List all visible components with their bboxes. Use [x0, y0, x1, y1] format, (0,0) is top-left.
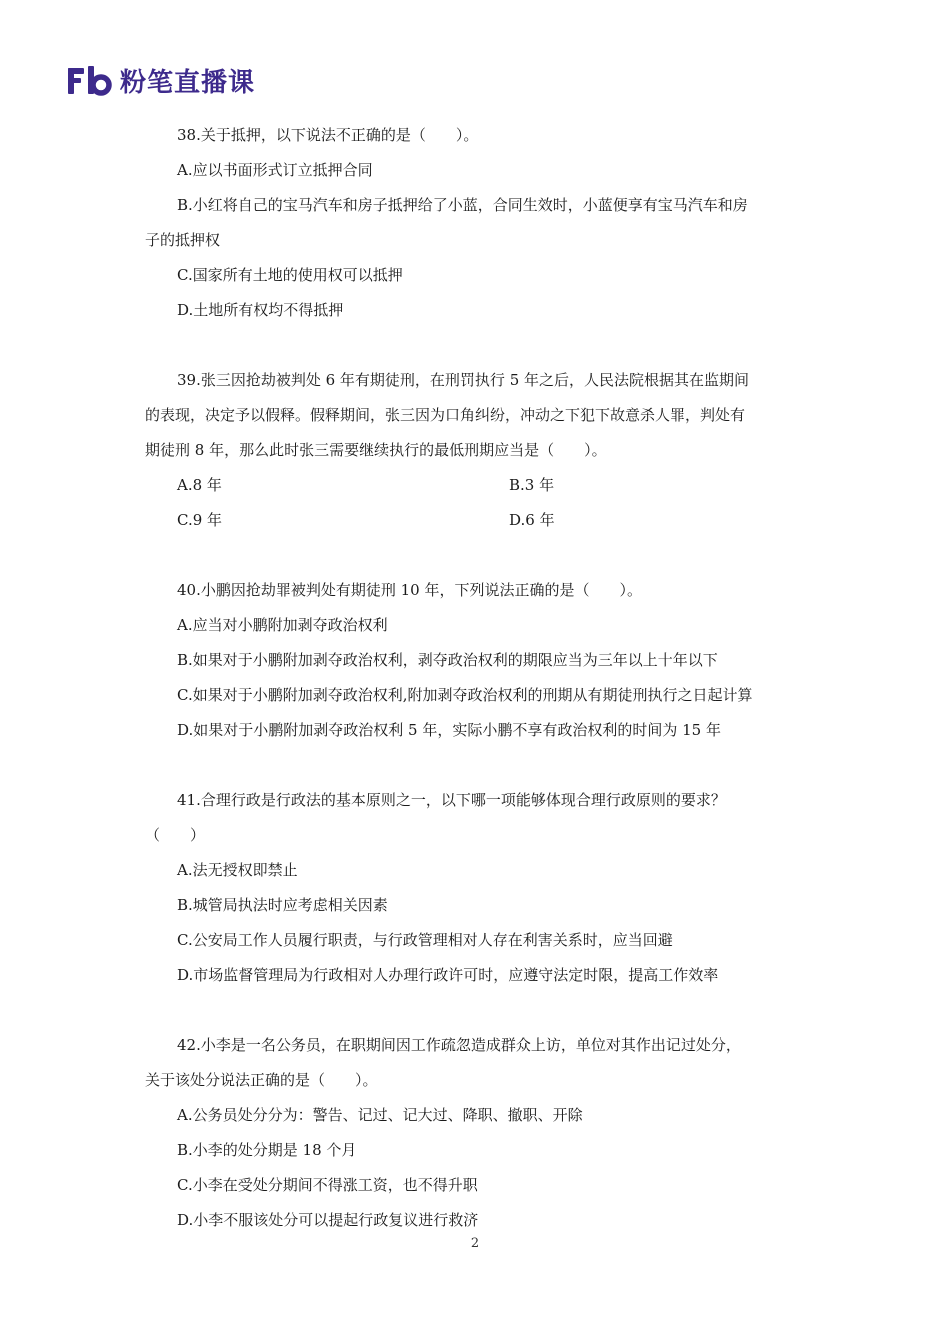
option-d: D.市场监督管理局为行政相对人办理行政许可时，应遵守法定时限，提高工作效率: [177, 966, 719, 984]
question-39: [145, 363, 810, 538]
option-c: C.国家所有土地的使用权可以抵押: [177, 266, 403, 284]
logo-text: 粉笔直播课: [120, 68, 256, 98]
options-row: [145, 503, 810, 538]
option-c: C.小李在受处分期间不得涨工资，也不得升职: [177, 1176, 478, 1194]
question-stem-continued: 的表现，决定予以假释。假释期间，张三因为口角纠纷，冲动之下犯下故意杀人罪，判处有: [145, 406, 746, 424]
option-c: C.如果对于小鹏附加剥夺政治权利,附加剥夺政治权利的刑期从有期徒刑执行之日起计算: [177, 686, 753, 704]
question-stem-continued: 期徒刑 8 年，那么此时张三需要继续执行的最低刑期应当是（ ）。: [145, 441, 607, 459]
option-b-continued: 子的抵押权: [145, 231, 221, 249]
question-stem-continued: （ ）: [145, 826, 206, 844]
option-d: D.小李不服该处分可以提起行政复议进行救济: [177, 1211, 479, 1229]
option-b: B.小李的处分期是 18 个月: [177, 1141, 357, 1159]
question-stem-continued: 关于该处分说法正确的是（ ）。: [145, 1071, 378, 1089]
header-logo: [68, 62, 255, 99]
option-a: A.8 年: [177, 476, 222, 494]
question-38: [145, 118, 810, 328]
option-c: C.9 年: [177, 511, 223, 529]
question-41: [145, 783, 810, 993]
option-a: A.应以书面形式订立抵押合同: [177, 161, 373, 179]
option-b: B.小红将自己的宝马汽车和房子抵押给了小蓝，合同生效时，小蓝便享有宝马汽车和房: [177, 196, 748, 214]
question-42: [145, 1028, 810, 1238]
question-stem: 38.关于抵押，以下说法不正确的是（ ）。: [177, 126, 479, 144]
option-b: B.如果对于小鹏附加剥夺政治权利，剥夺政治权利的期限应当为三年以上十年以下: [177, 651, 718, 669]
option-d: D.6 年: [509, 511, 555, 529]
question-stem: 40.小鹏因抢劫罪被判处有期徒刑 10 年，下列说法正确的是（ ）。: [177, 581, 642, 599]
option-d: D.如果对于小鹏附加剥夺政治权利 5 年，实际小鹏不享有政治权利的时间为 15 年: [177, 721, 721, 739]
option-a: A.法无授权即禁止: [177, 861, 298, 879]
question-stem: 42.小李是一名公务员，在职期间因工作疏忽造成群众上访，单位对其作出记过处分，: [177, 1036, 741, 1054]
option-b: B.3 年: [509, 476, 555, 494]
question-stem: 41.合理行政是行政法的基本原则之一，以下哪一项能够体现合理行政原则的要求？: [177, 791, 726, 809]
question-list: [145, 118, 810, 1238]
option-b: B.城管局执法时应考虑相关因素: [177, 896, 388, 914]
option-c: C.公安局工作人员履行职责，与行政管理相对人存在利害关系时，应当回避: [177, 931, 673, 949]
options-row: [145, 468, 810, 503]
page-number: 2: [470, 1236, 480, 1251]
option-a: A.公务员处分分为：警告、记过、记大过、降职、撤职、开除: [177, 1106, 583, 1124]
option-a: A.应当对小鹏附加剥夺政治权利: [177, 616, 388, 634]
question-40: [145, 573, 810, 748]
question-stem: 39.张三因抢劫被判处 6 年有期徒刑，在刑罚执行 5 年之后，人民法院根据其在监期间: [177, 371, 750, 389]
fenbi-logo-icon: [68, 64, 112, 98]
option-d: D.土地所有权均不得抵押: [177, 301, 344, 319]
